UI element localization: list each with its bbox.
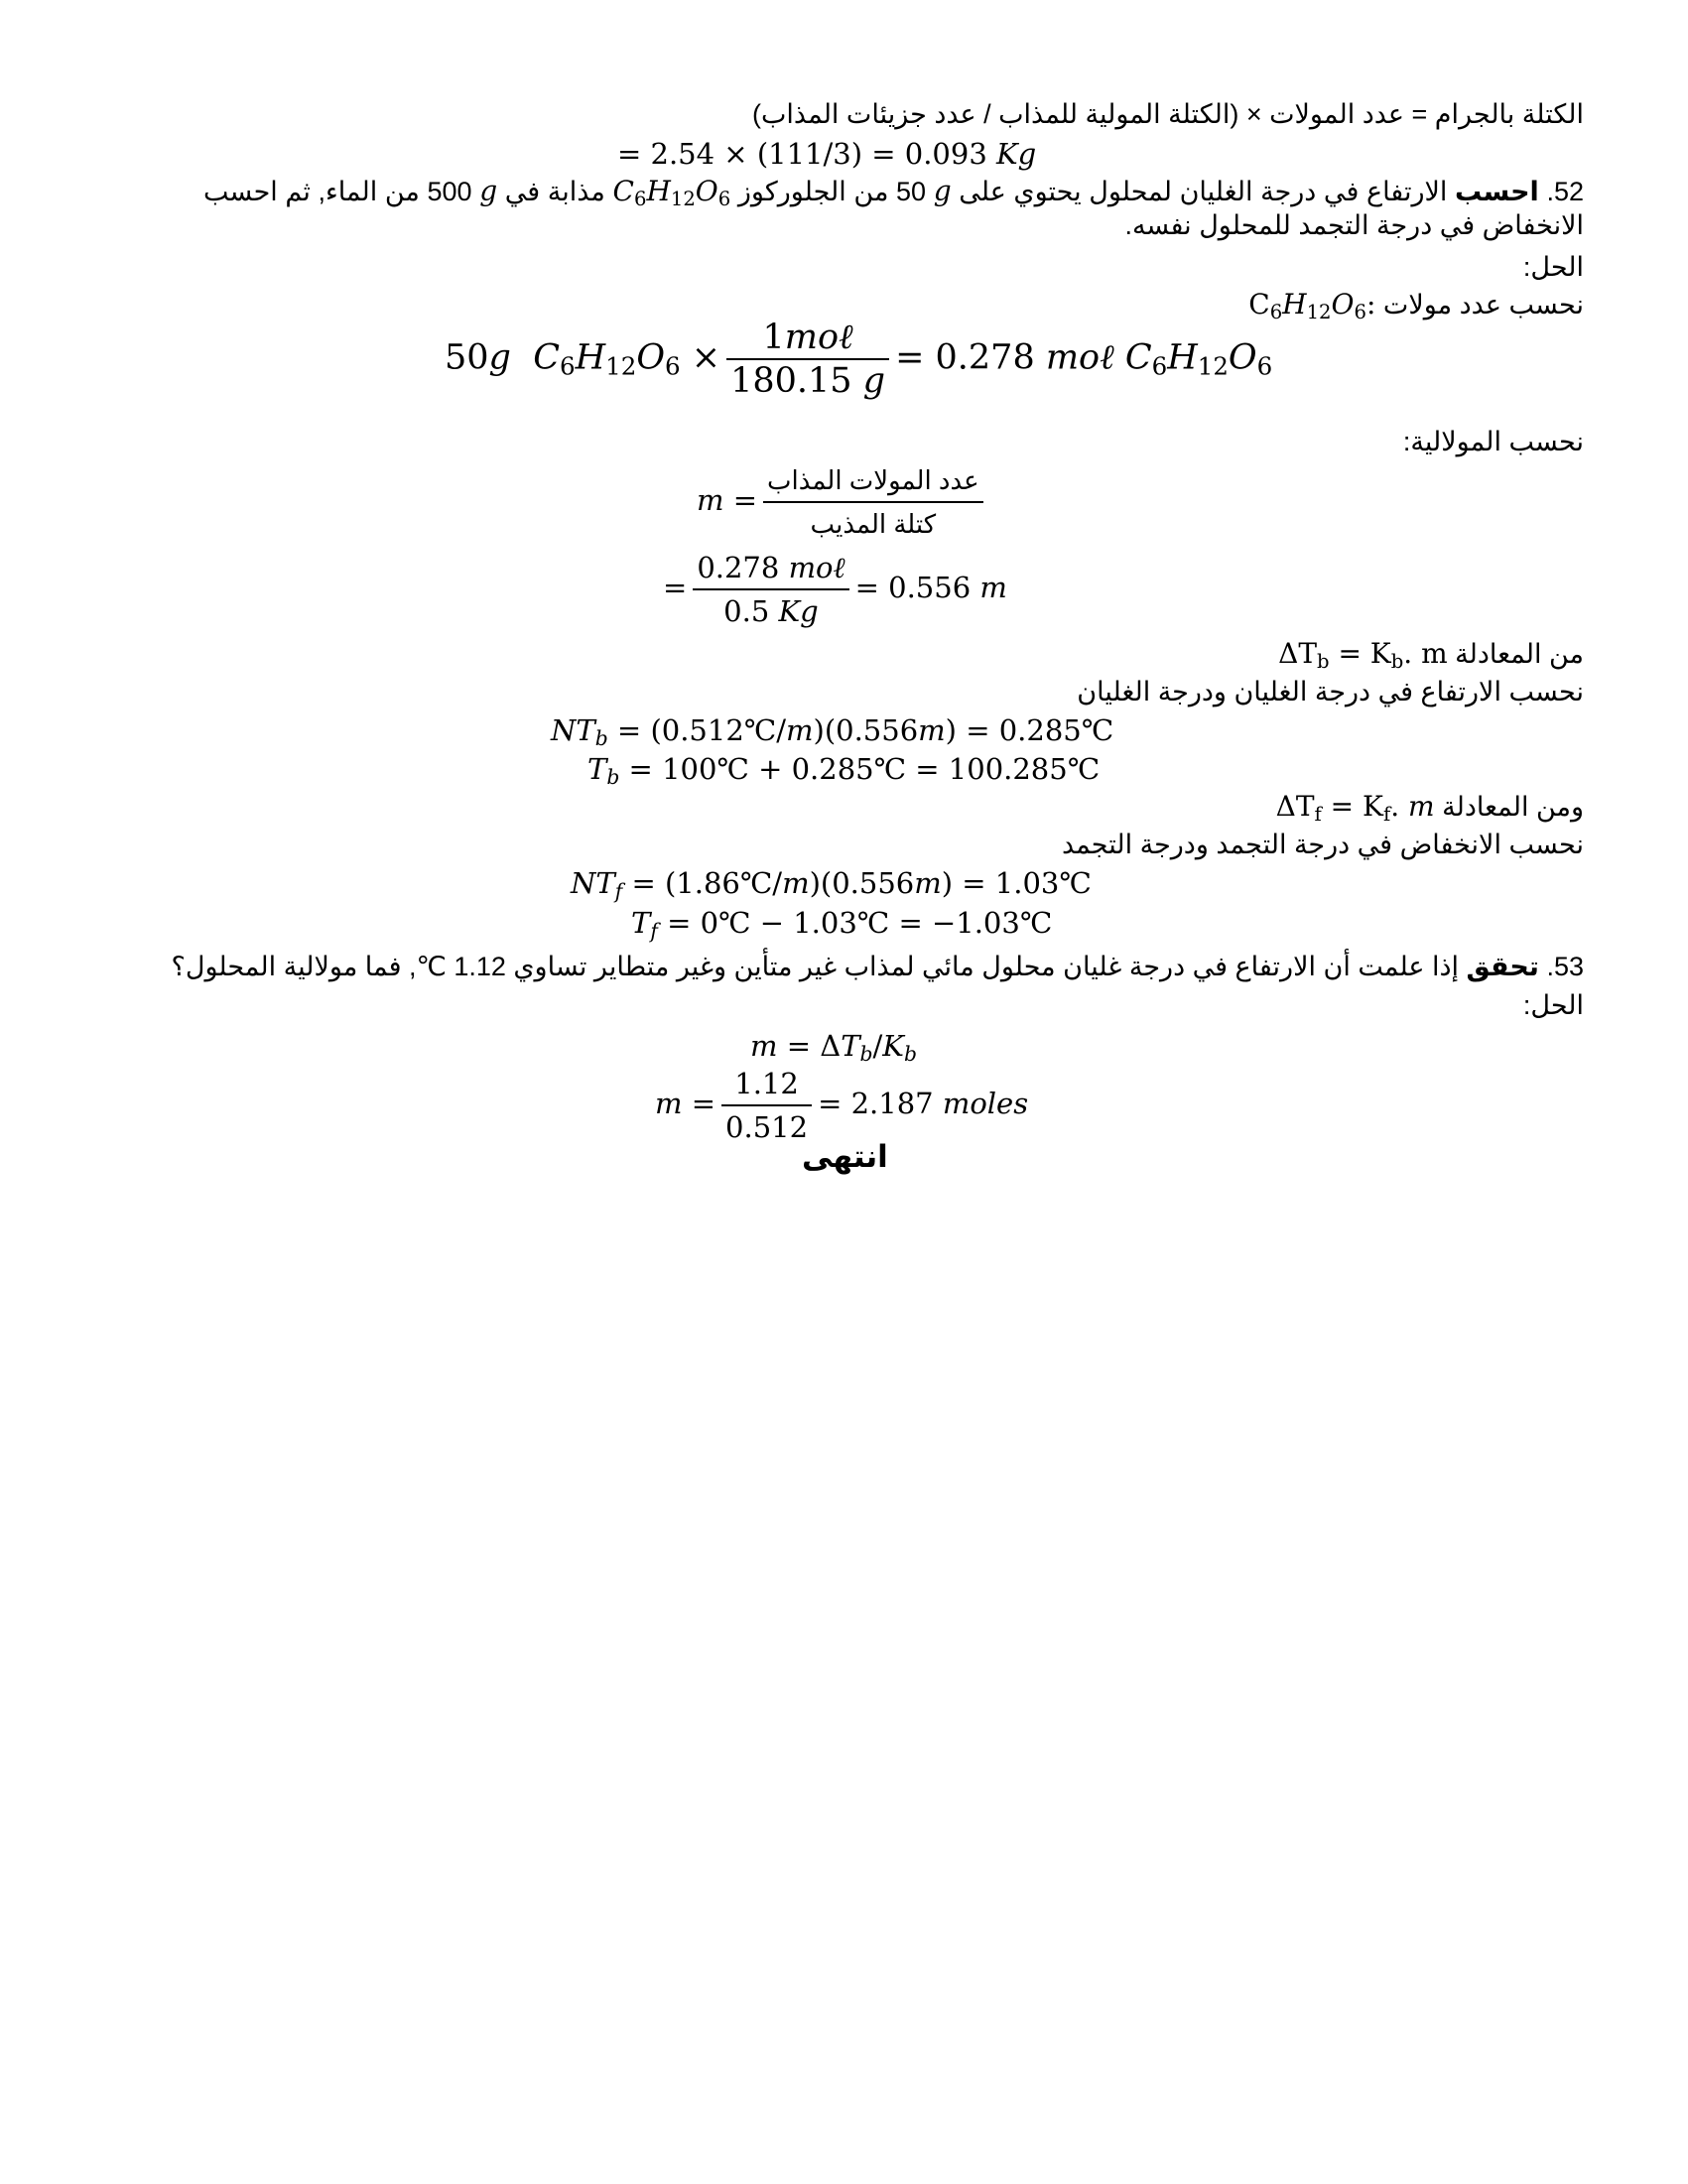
question-text: إذا علمت أن الارتفاع في درجة غليان محلول مائي لمذاب غير متأين وغير متطاير تساوي 1.12 ℃, فما مولالية المحلول؟ <box>171 952 1460 981</box>
m-formula: $m = \Delta T_b/K_b$ <box>750 1029 917 1067</box>
dtf-equation: $NT_f$ = (1.86℃/m)(0.556m) = 1.03℃ <box>571 866 1092 904</box>
glucose-formula: $C_6H_{12}O_6$ <box>612 175 731 210</box>
molality-definition: m = $\frac{\text{عدد المولات المذاب}}{\text{كتلة المذيب}}$ <box>697 462 989 542</box>
solution-label: الحل: <box>1522 990 1584 1020</box>
tb-equation: $T_b$ = 100℃ + 0.285℃ = 100.285℃ <box>587 752 1101 790</box>
bp-formula: $\Delta T_b = K_b$. m <box>1278 637 1448 673</box>
moles-equation: 50g $C_6H_{12}O_6$ × $\frac{\text{1moℓ}}{180.15 g}$ = 0.278 moℓ $C_6H_{12}O_6$ <box>445 318 1273 401</box>
m-value-equation: m = $\frac{1.12}{0.512}$ = 2.187 moles <box>655 1067 1029 1144</box>
glucose-formula: $C_6H_{12}O_6$: <box>1248 288 1376 323</box>
moles-fraction: $\frac{\text{1moℓ}}{180.15 g}$ <box>726 320 889 399</box>
solution-label: الحل: <box>1522 252 1584 282</box>
unit-g: g <box>479 175 498 207</box>
molality-label: نحسب المولالية: <box>1402 427 1584 456</box>
question-number: 53. <box>1546 952 1584 981</box>
molality-value-fraction: $\frac{\text{0.278 moℓ}}{0.5 Kg}$ <box>693 550 848 629</box>
question-verb: تحقق <box>1466 952 1539 981</box>
mass-rule-text: الكتلة بالجرام = عدد المولات × (الكتلة المولية للمذاب / عدد جزيئات المذاب) <box>752 99 1584 129</box>
fp-formula: $\Delta T_f = K_f$. m <box>1275 790 1435 826</box>
unit-g: g <box>933 175 952 207</box>
and-from-equation-label: ومن المعادلة $\Delta T_f = K_f$. m <box>1275 790 1584 826</box>
question-number: 52. <box>1546 177 1584 206</box>
question-53 <box>172 950 1584 983</box>
molality-value: = $\frac{\text{0.278 moℓ}}{0.5 Kg}$ = 0.556 m <box>663 551 1007 628</box>
m-fraction: $\frac{1.12}{0.512}$ <box>721 1066 812 1145</box>
molality-fraction: $\frac{\text{عدد المولات المذاب}}{\text{كتلة المذيب}}$ <box>763 462 983 542</box>
end-word: انتهى <box>802 1139 888 1174</box>
question-text: مذابة في <box>504 177 605 206</box>
tf-equation: $T_f$ = 0℃ − 1.03℃ = −1.03℃ <box>631 906 1053 944</box>
bp-label: نحسب الارتفاع في درجة الغليان ودرجة الغليان <box>1077 677 1584 707</box>
mass-equation: = 2.54 × (111/3) = 0.093 Kg <box>617 137 1037 171</box>
question-verb: احسب <box>1455 177 1539 206</box>
question-text: 50 من الجلوركوز <box>737 177 927 206</box>
fp-label: نحسب الانخفاض في درجة التجمد ودرجة التجمد <box>1062 830 1584 859</box>
question-52 <box>203 175 1584 242</box>
question-text: 500 من الماء, ثم احسب الانخفاض في درجة التجمد للمحلول نفسه. <box>203 177 1584 240</box>
dtb-equation: $NT_b$ = (0.512℃/m)(0.556m) = 0.285℃ <box>551 713 1114 751</box>
question-text: الارتفاع في درجة الغليان لمحلول يحتوي على <box>959 177 1448 206</box>
moles-label: نحسب عدد مولات $C_6H_{12}O_6$: <box>1248 288 1584 323</box>
from-equation-label: من المعادلة $\Delta T_b = K_b$. m <box>1278 637 1584 673</box>
